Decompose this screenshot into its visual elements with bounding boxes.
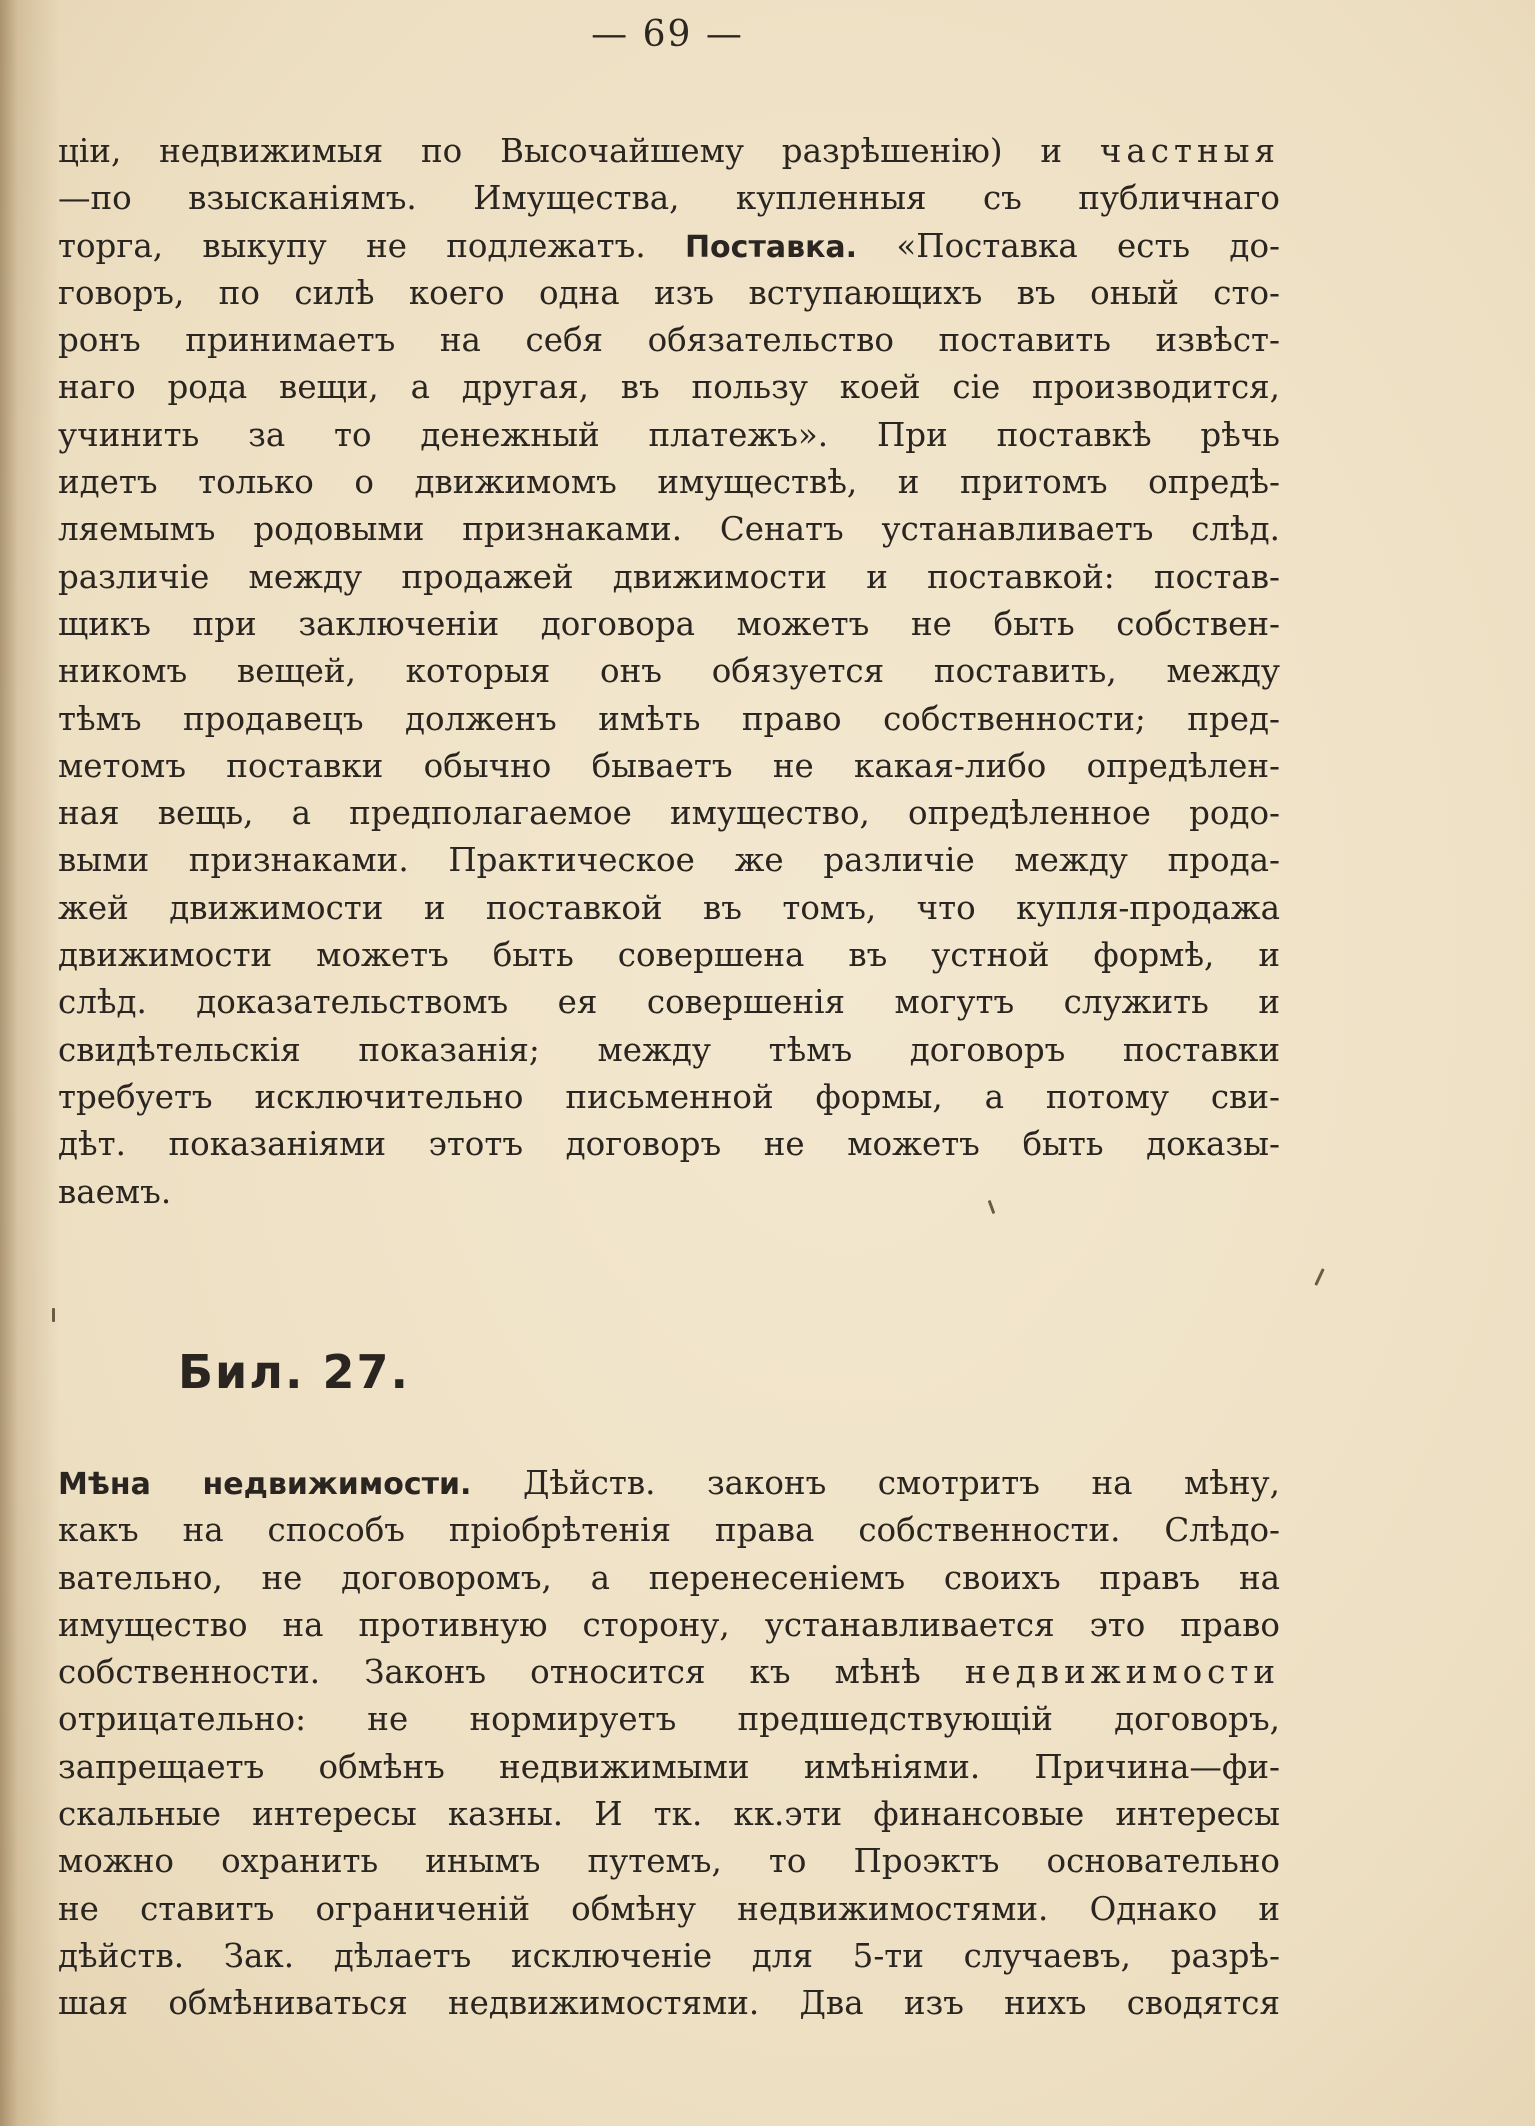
- paper-speck: [1314, 1268, 1324, 1286]
- text-line: [58, 979, 1280, 1026]
- text-run: ляемымъ родовыми признаками. Сенатъ устанавливаетъ слѣд.: [58, 510, 1280, 549]
- text-run: ціи, недвижимыя по Высочайшему разрѣшенію) и: [58, 132, 1100, 170]
- text-line: [58, 1838, 1280, 1885]
- text-line: [58, 1933, 1280, 1980]
- text-run: наго рода вещи, а другая, въ пользу коей сіе производится,: [58, 368, 1280, 407]
- text-run: ная вещь, а предполагаемое имущество, опредѣленное родо-: [58, 794, 1280, 833]
- text-run: вательно, не договоромъ, а перенесеніемъ своихъ правъ на: [58, 1558, 1280, 1597]
- text-line: [58, 175, 1280, 222]
- text-line: [58, 1460, 1280, 1507]
- text-line: [58, 743, 1280, 790]
- text-line: [58, 459, 1280, 506]
- text-run: говоръ, по силѣ коего одна изъ вступающихъ въ оный сто-: [58, 273, 1280, 312]
- text-run: свидѣтельскія показанія; между тѣмъ договоръ поставки: [58, 1030, 1280, 1069]
- text-line: [58, 317, 1280, 364]
- text-line: [58, 1555, 1280, 1602]
- text-line: [58, 1121, 1280, 1168]
- text-run: скальные интересы казны. И тк. кк.эти финансовые интересы: [58, 1795, 1280, 1834]
- text-block-bottom: [58, 1460, 1280, 2028]
- text-line: [58, 1791, 1280, 1838]
- text-run: имущество на противную сторону, устанавливается это право: [58, 1605, 1280, 1644]
- spaced-word: частныя: [1099, 132, 1280, 170]
- text-line: [58, 412, 1280, 459]
- text-run: какъ на способъ пріобрѣтенія права собственности. Слѣдо-: [58, 1511, 1280, 1550]
- text-run: торга, выкупу не подлежатъ.: [58, 226, 685, 265]
- text-line: [58, 601, 1280, 648]
- text-run: запрещаетъ обмѣнъ недвижимыми имѣніями. Причина—фи-: [58, 1747, 1280, 1786]
- text-line: [58, 790, 1280, 837]
- text-line: [58, 1649, 1280, 1696]
- text-run: метомъ поставки обычно бываетъ не какая-либо опредѣлен-: [58, 746, 1280, 785]
- text-line: [58, 1980, 1280, 2027]
- text-run: не ставитъ ограниченій обмѣну недвижимостями. Однако и: [58, 1889, 1280, 1928]
- text-line: [58, 1027, 1280, 1074]
- text-run: никомъ вещей, которыя онъ обязуется поставить, между: [58, 652, 1280, 691]
- text-run: отрицательно: не нормируетъ предшедствующій договоръ,: [58, 1700, 1280, 1739]
- text-line: [58, 506, 1280, 553]
- text-run: щикъ при заключеніи договора можетъ не быть собствен-: [58, 604, 1280, 643]
- text-line: [58, 223, 1280, 270]
- text-line: [58, 1886, 1280, 1933]
- text-line: [58, 364, 1280, 411]
- text-run: —по взысканіямъ. Имущества, купленныя съ публичнаго: [58, 179, 1280, 218]
- text-run: требуетъ исключительно письменной формы, а потому сви-: [58, 1077, 1280, 1116]
- text-run: можно охранить инымъ путемъ, то Проэктъ основательно: [58, 1842, 1280, 1881]
- text-line: [58, 1074, 1280, 1121]
- text-line: [58, 1602, 1280, 1649]
- text-run: ронъ принимаетъ на себя обязательство поставить извѣст-: [58, 321, 1280, 360]
- text-run: дѣйств. Зак. дѣлаетъ исключеніе для 5-ти случаевъ, разрѣ-: [58, 1936, 1280, 1975]
- text-block-top: [58, 128, 1280, 1216]
- text-run: слѣд. доказательствомъ ея совершенія могутъ служить и: [58, 983, 1280, 1022]
- text-line: [58, 1169, 1280, 1216]
- text-run: тѣмъ продавецъ долженъ имѣть право собственности; пред-: [58, 699, 1280, 738]
- text-run: ваемъ.: [58, 1172, 172, 1211]
- page-number: — 69 —: [591, 14, 744, 55]
- text-run: различіе между продажей движимости и поставкой: постав-: [58, 557, 1280, 596]
- text-line: [58, 554, 1280, 601]
- text-line: [58, 270, 1280, 317]
- text-line: [58, 932, 1280, 979]
- spaced-word: недвижимости: [964, 1653, 1280, 1692]
- ticket-heading: Бил. 27.: [178, 1345, 410, 1399]
- bold-term: Мѣна недвижимости.: [58, 1467, 472, 1502]
- bold-term: Поставка.: [684, 229, 858, 265]
- text-run: «Поставка есть до-: [857, 226, 1280, 265]
- text-line: [58, 128, 1280, 175]
- text-line: [58, 1507, 1280, 1554]
- text-line: [58, 696, 1280, 743]
- text-run: жей движимости и поставкой въ томъ, что купля-продажа: [58, 888, 1280, 927]
- text-run: движимости можетъ быть совершена въ устной формѣ, и: [58, 936, 1280, 975]
- text-line: [58, 885, 1280, 932]
- text-line: [58, 1744, 1280, 1791]
- text-run: шая обмѣниваться недвижимостями. Два изъ нихъ сводятся: [58, 1984, 1280, 2023]
- text-run: учинить за то денежный платежъ». При поставкѣ рѣчь: [58, 415, 1280, 454]
- paper-speck: [52, 1308, 55, 1322]
- text-run: идетъ только о движимомъ имуществѣ, и притомъ опредѣ-: [58, 463, 1280, 502]
- text-line: [58, 648, 1280, 695]
- text-run: собственности. Законъ относится къ мѣнѣ: [58, 1653, 965, 1692]
- text-line: [58, 837, 1280, 884]
- text-line: [58, 1696, 1280, 1743]
- text-run: выми признаками. Практическое же различіе между прода-: [58, 841, 1280, 880]
- text-run: Дѣйств. законъ смотритъ на мѣну,: [471, 1464, 1280, 1502]
- text-run: дѣт. показаніями этотъ договоръ не можетъ быть доказы-: [58, 1125, 1280, 1164]
